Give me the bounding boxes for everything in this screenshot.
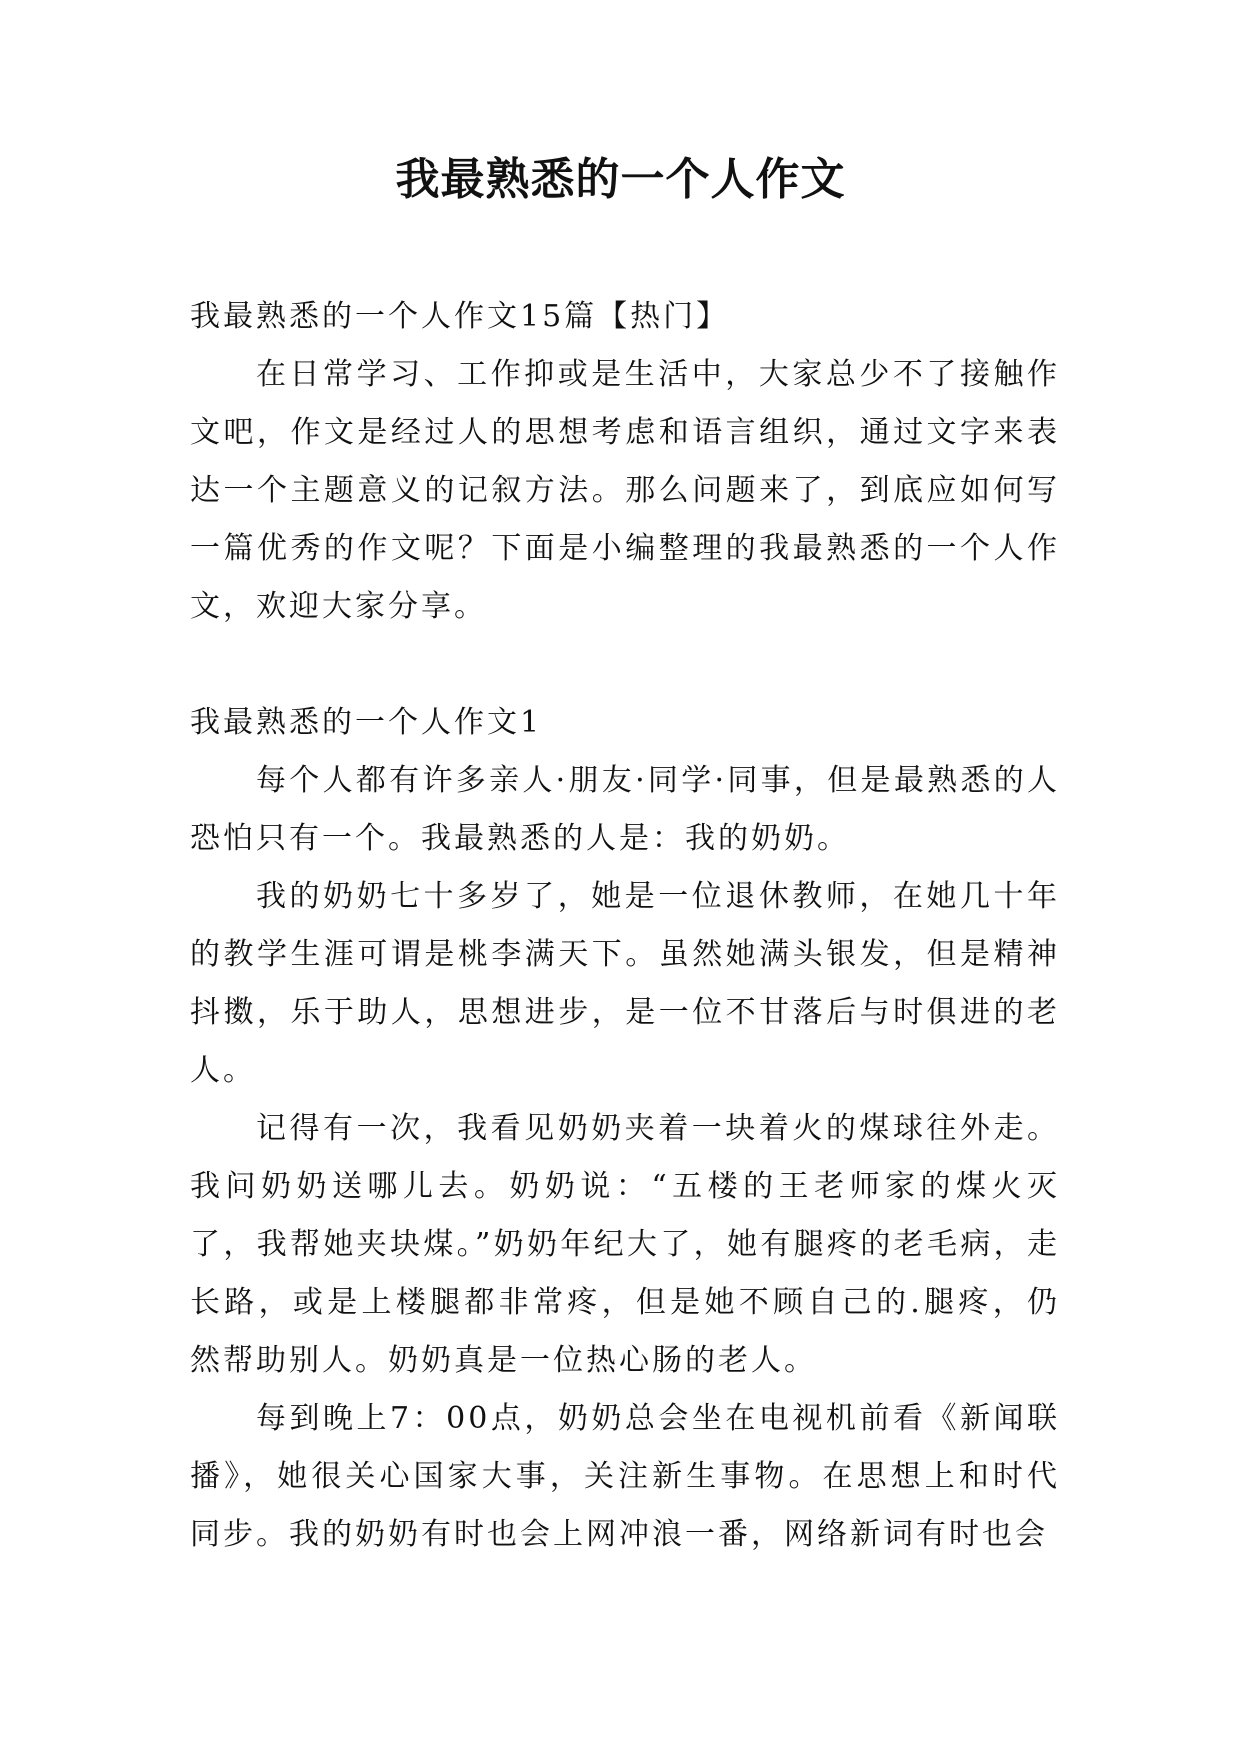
section1-heading: 我最熟悉的一个人作文1 <box>190 705 543 740</box>
section1-paragraph: 每个人都有许多亲人·朋友·同学·同事，但是最熟悉的人恐怕只有一个。我最熟悉的人是：我的奶奶。 <box>190 763 1060 856</box>
section1-paragraph: 每到晚上7：00点，奶奶总会坐在电视机前看《新闻联播》，她很关心国家大事，关注新生事物。在思想上和时代同步。我的奶奶有时也会上网冲浪一番，网络新词有时也会 <box>190 1401 1060 1552</box>
document-body <box>190 288 1060 1564</box>
section-spacer <box>190 636 1060 694</box>
intro-heading: 我最熟悉的一个人作文15篇【热门】 <box>190 299 730 334</box>
document-title: 我最熟悉的一个人作文 <box>395 154 846 205</box>
section1-paragraph: 我的奶奶七十多岁了，她是一位退休教师，在她几十年的教学生涯可谓是桃李满天下。虽然她满头银发，但是精神抖擞，乐于助人，思想进步，是一位不甘落后与时俱进的老人。 <box>190 879 1060 1088</box>
intro-paragraph: 在日常学习、工作抑或是生活中，大家总少不了接触作文吧，作文是经过人的思想考虑和语言组织，通过文字来表达一个主题意义的记叙方法。那么问题来了，到底应如何写一篇优秀的作文呢？下面是小编整理的我最熟悉的一个人作文，欢迎大家分享。 <box>190 357 1060 624</box>
section1-paragraph: 记得有一次，我看见奶奶夹着一块着火的煤球往外走。我问奶奶送哪儿去。奶奶说：“五楼的王老师家的煤火灭了，我帮她夹块煤。”奶奶年纪大了，她有腿疼的老毛病，走长路，或是上楼腿都非常疼，但是她不顾自己的.腿疼，仍然帮助别人。奶奶真是一位热心肠的老人。 <box>190 1111 1060 1378</box>
